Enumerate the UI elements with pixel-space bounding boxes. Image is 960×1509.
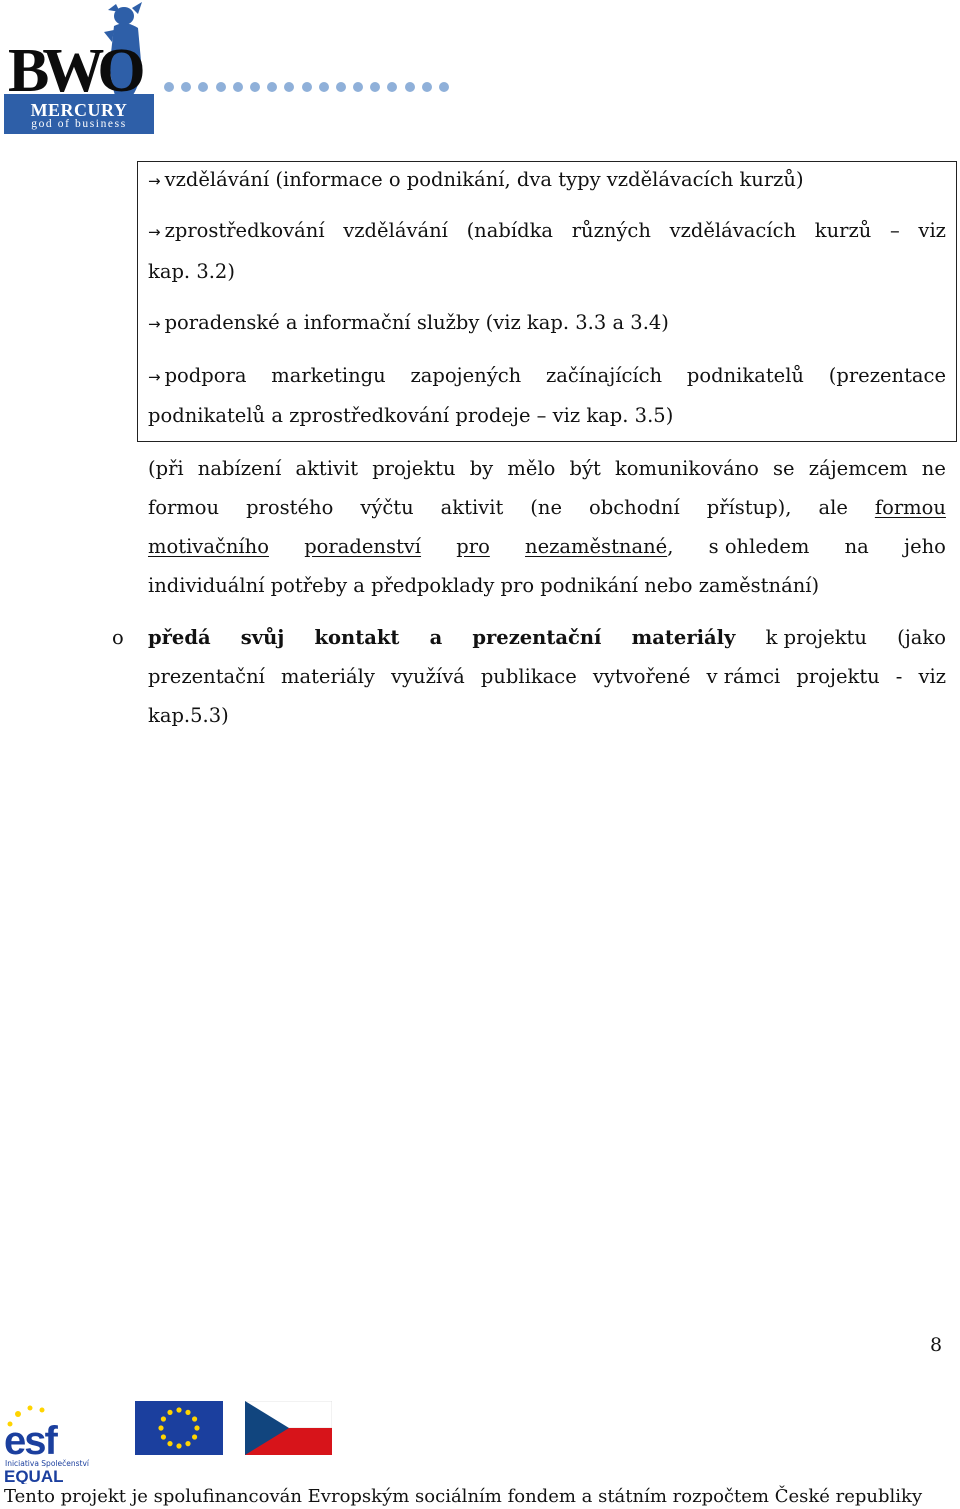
word	[593, 667, 691, 687]
word	[441, 498, 504, 518]
word-text: –	[889, 219, 900, 242]
word-text: podnikatelů	[686, 364, 804, 387]
word	[829, 366, 946, 386]
word-text: motivačního	[148, 535, 269, 558]
word-text: využívá	[391, 665, 465, 688]
word-text: by	[469, 457, 494, 480]
word	[481, 667, 577, 687]
word	[589, 498, 680, 518]
word	[148, 459, 184, 479]
word-text: formou	[874, 496, 946, 519]
word	[809, 459, 908, 479]
word-text: formou	[148, 496, 220, 519]
word	[295, 459, 358, 479]
word-text: kurzů	[814, 219, 872, 242]
word	[246, 498, 333, 518]
word-text: (ne	[530, 496, 562, 519]
word-text: k projektu	[765, 626, 867, 649]
word	[304, 537, 421, 557]
esf-equal-logo	[2, 1400, 102, 1484]
arrow-icon: →	[148, 368, 161, 386]
word	[241, 628, 285, 648]
eu-flag	[135, 1401, 223, 1455]
word-text: nabízení	[197, 457, 282, 480]
word	[815, 221, 872, 241]
word-text: materiály	[280, 665, 375, 688]
word-text: prezentační	[148, 665, 265, 688]
arrow-icon: →	[148, 223, 161, 241]
word	[507, 459, 555, 479]
word-text: mělo	[507, 457, 556, 480]
esf-sub-label: Iniciativa Společenství	[5, 1459, 89, 1468]
note-line-4: individuální potřeby a předpoklady pro podnikání nebo zaměstnání)	[148, 574, 820, 597]
word	[670, 221, 796, 241]
word	[897, 628, 946, 648]
word-text: -	[895, 665, 903, 688]
arrow-icon: →	[148, 172, 161, 190]
word	[706, 667, 780, 687]
bullet-line-2	[148, 667, 946, 687]
word	[430, 628, 443, 648]
word	[875, 498, 946, 518]
bullet-line-1	[148, 628, 946, 648]
word: ,	[667, 535, 674, 558]
word	[467, 221, 553, 241]
word-text: zapojených	[410, 364, 522, 387]
word-text: viz	[918, 219, 946, 242]
word-text: ne	[921, 457, 946, 480]
word-text: projektu	[796, 665, 880, 688]
eu-stars-icon	[135, 1401, 223, 1455]
word	[372, 459, 455, 479]
word-text: viz	[918, 665, 946, 688]
box-item-2-line-1	[148, 221, 946, 241]
word	[632, 628, 736, 648]
word	[315, 628, 400, 648]
word	[148, 221, 325, 241]
word-text: být	[569, 457, 601, 480]
word	[572, 221, 651, 241]
word-text: ale	[818, 496, 848, 519]
word-text: (prezentace	[828, 364, 946, 387]
word	[148, 667, 265, 687]
word	[472, 628, 601, 648]
logo-name: MERCURY	[30, 100, 128, 120]
word-text: v rámci	[706, 665, 781, 688]
box-item-1-text: vzdělávání (informace o podnikání, dva typy vzdělávacích kurzů)	[164, 168, 804, 191]
word-text: vzdělávání	[343, 219, 448, 242]
word-text: a	[429, 626, 443, 649]
box-item-3-text: poradenské a informační služby (viz kap. 3.3 a 3.4)	[164, 311, 669, 334]
word-text: prostého	[246, 496, 334, 519]
word	[391, 667, 465, 687]
box-item-1	[148, 170, 804, 190]
word	[148, 537, 269, 557]
word-text: předá	[148, 626, 211, 649]
word-text: marketingu	[271, 364, 386, 387]
word	[918, 221, 946, 241]
services-box	[137, 161, 957, 442]
word-text: zprostředkování	[164, 219, 325, 242]
word-text: jeho	[904, 535, 946, 558]
word-text: (nabídka	[466, 219, 554, 242]
decorative-dots	[164, 82, 449, 92]
word	[343, 221, 448, 241]
word	[470, 459, 494, 479]
bwo-mercury-logo	[4, 2, 154, 134]
word-text: výčtu	[360, 496, 414, 519]
note-line-1	[148, 459, 946, 479]
note-line-2	[148, 498, 946, 518]
equal-label: EQUAL	[4, 1467, 64, 1484]
word	[525, 537, 673, 557]
word	[456, 537, 490, 557]
bullet-line-3: kap.5.3)	[148, 704, 229, 727]
word-text: projektu	[372, 457, 456, 480]
esf-graphic	[2, 1400, 102, 1484]
box-item-3	[148, 313, 669, 333]
box-item-4-line-1	[148, 366, 946, 386]
word	[410, 366, 521, 386]
word	[148, 628, 211, 648]
word	[569, 459, 600, 479]
word	[922, 459, 946, 479]
word-text: aktivit	[440, 496, 504, 519]
word-text: se	[773, 457, 795, 480]
logo-tagline: god of business	[31, 118, 127, 130]
word	[709, 537, 810, 557]
word-text: zájemcem	[808, 457, 908, 480]
word-text: publikace	[480, 665, 577, 688]
word	[707, 498, 792, 518]
word	[890, 221, 900, 241]
word	[918, 667, 946, 687]
word-text: komunikováno	[614, 457, 759, 480]
czech-flag	[245, 1401, 332, 1455]
word	[687, 366, 804, 386]
word-text: podpora	[164, 364, 247, 387]
word	[148, 498, 219, 518]
word	[773, 459, 795, 479]
box-item-2-line-2: kap. 3.2)	[148, 260, 235, 283]
footer-cofinancing-text: Tento projekt je spolufinancován Evropským sociálním fondem a státním rozpočtem České republiky	[4, 1486, 923, 1507]
note-line-3	[148, 537, 946, 557]
word	[796, 667, 879, 687]
word-text: pro	[456, 535, 490, 558]
word	[615, 459, 759, 479]
word-text: (jako	[897, 626, 946, 649]
word-text: přístup),	[706, 496, 792, 519]
word	[281, 667, 375, 687]
arrow-icon: →	[148, 315, 161, 333]
word-text: na	[844, 535, 869, 558]
word	[360, 498, 413, 518]
word	[546, 366, 662, 386]
word	[904, 537, 946, 557]
page-number: 8	[930, 1334, 943, 1356]
word	[271, 366, 385, 386]
czech-flag-icon	[245, 1401, 332, 1455]
word	[896, 667, 903, 687]
word	[766, 628, 867, 648]
word	[148, 366, 246, 386]
word-text: nezaměstnané	[525, 535, 668, 558]
word	[198, 459, 282, 479]
logo-bwo-text: BWO	[8, 37, 139, 105]
word-text: poradenství	[304, 535, 422, 558]
word	[530, 498, 562, 518]
word-text: vzdělávacích	[669, 219, 797, 242]
bullet-marker: o	[112, 626, 124, 649]
word-text: aktivit	[295, 457, 359, 480]
word-text: začínajících	[545, 364, 663, 387]
word-text: obchodní	[589, 496, 680, 519]
word-text: s ohledem	[708, 535, 810, 558]
box-item-4-line-2: podnikatelů a zprostředkování prodeje – viz kap. 3.5)	[148, 404, 674, 427]
word-text: vytvořené	[592, 665, 691, 688]
word	[818, 498, 847, 518]
esf-label: esf	[4, 1419, 56, 1463]
word-text: kontakt	[314, 626, 400, 649]
word	[845, 537, 869, 557]
word-text: prezentační	[472, 626, 602, 649]
word-text: svůj	[240, 626, 285, 649]
word-text: materiály	[631, 626, 736, 649]
word-text: (při	[148, 457, 184, 480]
word-text: různých	[571, 219, 651, 242]
